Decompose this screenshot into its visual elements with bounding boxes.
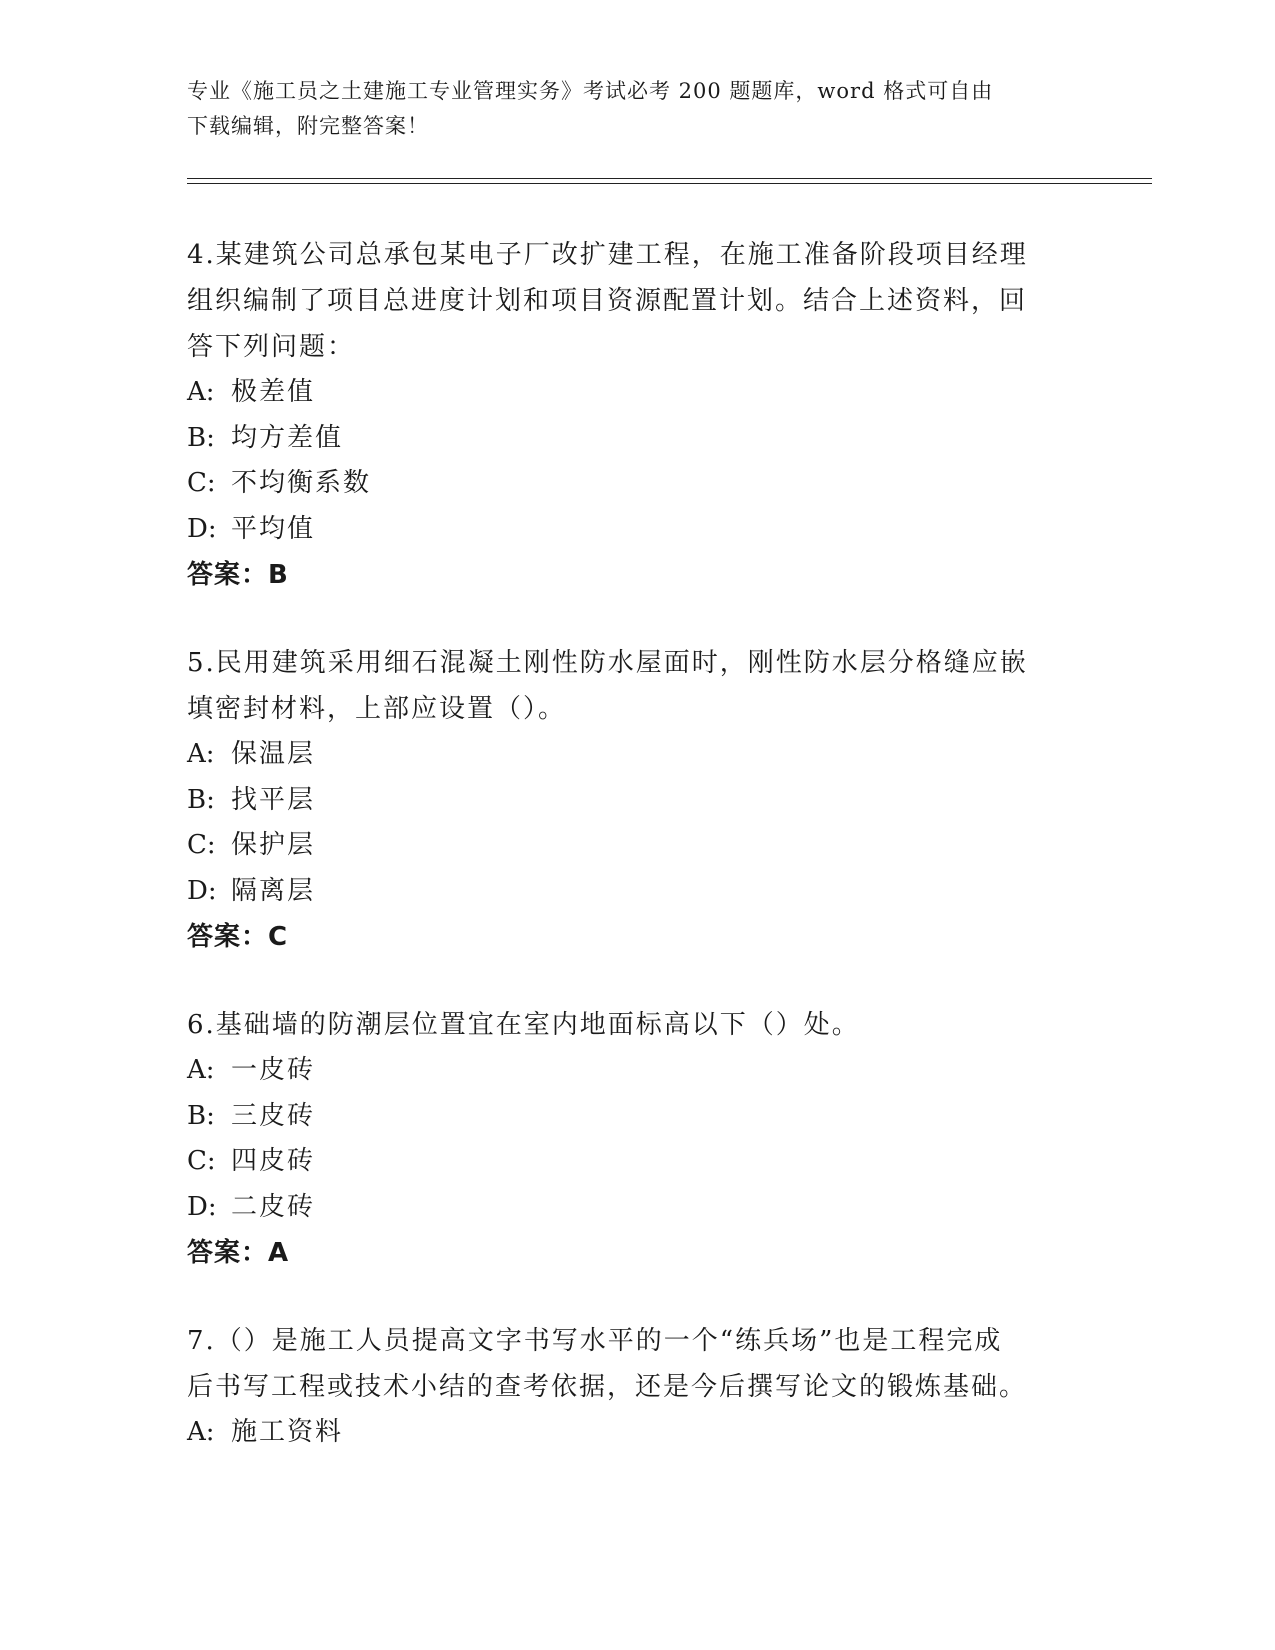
option-letter: B:: [187, 1100, 215, 1131]
option-text: 三皮砖: [231, 1100, 316, 1131]
header-line: 下载编辑，附完整答案！: [187, 114, 429, 138]
option-text: 极差值: [231, 377, 316, 407]
document-header: [187, 74, 1067, 144]
question-stem-line: 填密封材料，上部应设置（）。: [187, 694, 567, 724]
option-text: 四皮砖: [231, 1146, 316, 1176]
answer-option: [187, 1410, 1067, 1456]
option-text: 二皮砖: [231, 1191, 316, 1222]
option-text: 找平层: [231, 784, 316, 815]
answer-option: [187, 869, 1067, 915]
option-letter: B:: [187, 422, 215, 453]
question-stem-line: 7.（）是施工人员提高文字书写水平的一个“练兵场”也是工程完成: [187, 1326, 1003, 1356]
question-stem-line: 4.某建筑公司总承包某电子厂改扩建工程，在施工准备阶段项目经理: [187, 240, 1028, 270]
option-letter: D:: [187, 875, 217, 906]
option-letter: A:: [187, 739, 215, 769]
question-stem-line: 组织编制了项目总进度计划和项目资源配置计划。结合上述资料，回: [187, 286, 1028, 316]
answer-option: [187, 416, 1067, 462]
answer-key: 答案：C: [187, 922, 289, 952]
option-text: 隔离层: [231, 875, 316, 906]
option-text: 保温层: [231, 739, 316, 769]
question-stem-line: 5.民用建筑采用细石混凝土刚性防水屋面时，刚性防水层分格缝应嵌: [187, 648, 1028, 678]
option-text: 不均衡系数: [231, 468, 372, 498]
answer-option: [187, 823, 1067, 869]
answer-option: [187, 507, 1067, 553]
option-letter: A:: [187, 1417, 215, 1447]
header-divider: [187, 183, 1152, 184]
question-list: [187, 232, 1067, 1498]
header-line: 专业《施工员之土建施工专业管理实务》考试必考 200 题题库，word 格式可自由: [187, 79, 994, 103]
option-letter: B:: [187, 784, 215, 815]
answer-option: [187, 370, 1067, 416]
question-stem-line: 6.基础墙的防潮层位置宜在室内地面标高以下（）处。: [187, 1010, 860, 1040]
answer-option: [187, 1185, 1067, 1231]
option-text: 一皮砖: [231, 1055, 316, 1085]
answer-option: [187, 1094, 1067, 1140]
answer-option: [187, 778, 1067, 824]
question-stem-line: 答下列问题：: [187, 332, 356, 362]
option-text: 保护层: [231, 830, 316, 860]
answer-option: [187, 1139, 1067, 1185]
question-block: [187, 1002, 1067, 1276]
option-letter: C:: [187, 468, 216, 498]
answer-option: [187, 732, 1067, 778]
option-letter: A:: [187, 377, 215, 407]
option-text: 施工资料: [231, 1417, 344, 1447]
option-letter: C:: [187, 830, 216, 860]
answer-option: [187, 461, 1067, 507]
option-letter: C:: [187, 1146, 216, 1176]
option-text: 平均值: [231, 513, 316, 544]
option-letter: D:: [187, 513, 217, 544]
header-divider: [187, 178, 1152, 179]
answer-key: 答案：B: [187, 560, 289, 590]
question-block: [187, 232, 1067, 598]
answer-option: [187, 1048, 1067, 1094]
question-block: [187, 640, 1067, 960]
question-stem-line: 后书写工程或技术小结的查考依据，还是今后撰写论文的锻炼基础。: [187, 1372, 1028, 1402]
option-letter: D:: [187, 1191, 217, 1222]
option-text: 均方差值: [231, 422, 344, 453]
question-block: [187, 1318, 1067, 1456]
answer-key: 答案：A: [187, 1238, 290, 1268]
option-letter: A:: [187, 1055, 215, 1085]
